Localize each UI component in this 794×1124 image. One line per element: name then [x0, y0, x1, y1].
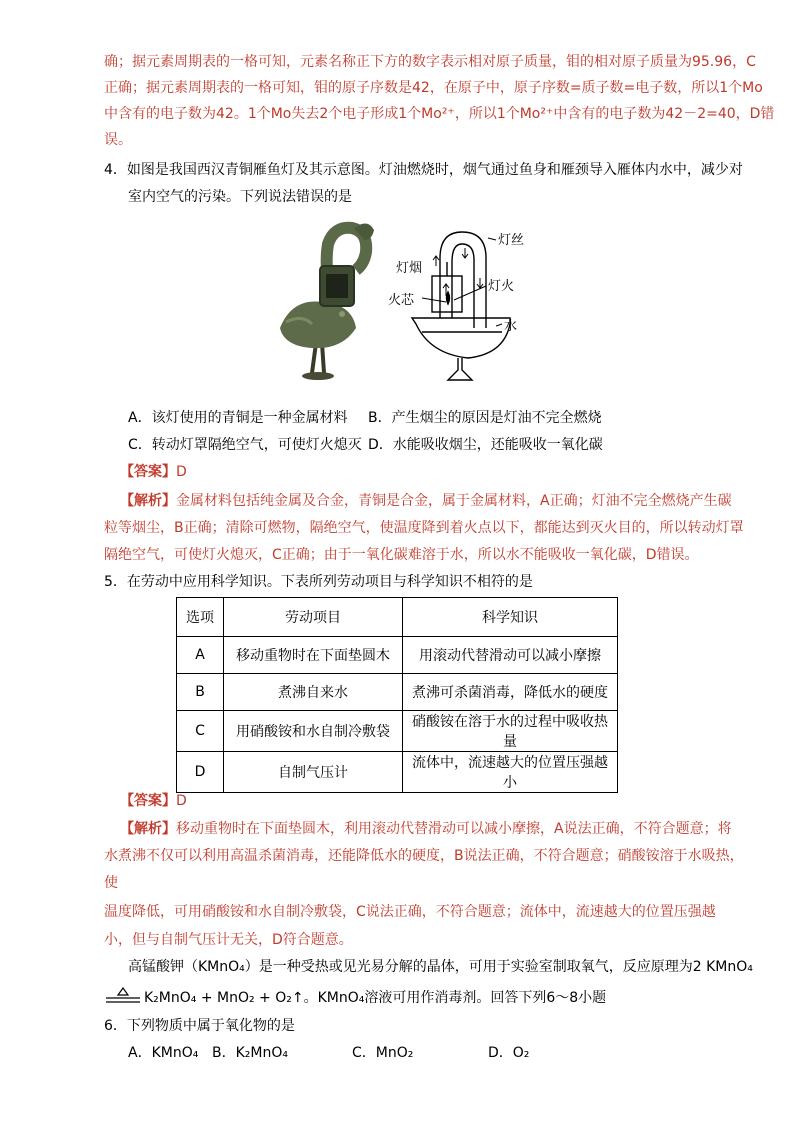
table-row	[177, 674, 618, 711]
option-d: D．水能吸收烟尘，还能吸收一氧化碳	[368, 437, 603, 453]
table-header-row	[177, 598, 618, 637]
option-a: A．KMnO₄	[128, 1045, 199, 1061]
answer-4	[120, 462, 187, 482]
table-cell: 硝酸铵在溶于水的过程中吸收热量	[403, 711, 618, 752]
analysis-line: 小，但与自制气压计无关，D符合题意。	[104, 932, 353, 948]
label-smoke: 灯烟	[396, 261, 423, 276]
question-4-stem-cont: 室内空气的污染。下列说法错误的是	[128, 189, 352, 205]
label-wick: 火芯	[388, 293, 415, 308]
analysis-line: 使	[104, 875, 118, 891]
analysis-line: 确；据元素周期表的一格可知，元素名称正下方的数字表示相对原子质量，钼的相对原子质量为95.96，C	[104, 54, 756, 70]
option-d: D．O₂	[488, 1045, 530, 1061]
option-a: A．该灯使用的青铜是一种金属材料	[128, 410, 348, 426]
table-cell: B	[177, 674, 224, 711]
table-cell: D	[177, 752, 224, 793]
answer-5	[120, 791, 187, 811]
option-c: C．MnO₂	[352, 1045, 414, 1061]
table-cell: 煮沸自来水	[224, 674, 403, 711]
analysis-line: 粒等烟尘，B正确；清除可燃物，隔绝空气，使温度降到着火点以下，都能达到灭火目的，所以转动灯罩	[104, 520, 744, 536]
analysis-line: 正确；据元素周期表的一格可知，钼的原子序数是42，在原子中，原子序数=质子数=电子数，所以1个Mo	[104, 80, 763, 96]
answer-label: 【答案】	[120, 464, 176, 480]
analysis-5	[120, 819, 732, 839]
table-header: 科学知识	[403, 598, 618, 637]
option-b: B．产生烟尘的原因是灯油不完全燃烧	[368, 410, 602, 426]
table-cell: 移动重物时在下面垫圆木	[224, 637, 403, 674]
table-header: 劳动项目	[224, 598, 403, 637]
question-4-stem: 4．如图是我国西汉青铜雁鱼灯及其示意图。灯油燃烧时，烟气通过鱼身和雁颈导入雁体内水中，减少对	[104, 162, 743, 178]
table-cell: C	[177, 711, 224, 752]
question-5-stem: 5．在劳动中应用科学知识。下表所列劳动项目与科学知识不相符的是	[104, 574, 533, 590]
table-cell: 流体中，流速越大的位置压强越小	[403, 752, 618, 793]
table-row	[177, 711, 618, 752]
analysis-label: 【解析】	[120, 493, 176, 509]
label-filament: 灯丝	[498, 233, 524, 248]
option-b: B．K₂MnO₄	[212, 1045, 288, 1061]
intro-line: K₂MnO₄ + MnO₂ + O₂↑。KMnO₄溶液可用作消毒剂。回答下列6～8小题	[144, 990, 607, 1006]
answer-value: D	[176, 793, 187, 809]
heat-arrow-icon	[104, 985, 142, 1005]
table-cell: 煮沸可杀菌消毒，降低水的硬度	[403, 674, 618, 711]
table-header: 选项	[177, 598, 224, 637]
option-c: C．转动灯罩隔绝空气，可使灯火熄灭	[128, 437, 362, 453]
table-row	[177, 752, 618, 793]
analysis-line: 水煮沸不仅可以利用高温杀菌消毒，还能降低水的硬度，B说法正确，不符合题意；硝酸铵溶于水吸热，	[104, 848, 744, 864]
labor-science-table	[176, 597, 618, 793]
intro-line: 高锰酸钾（KMnO₄）是一种受热或见光易分解的晶体，可用于实验室制取氧气，反应原理为2 KMnO₄	[128, 959, 753, 975]
table-cell: A	[177, 637, 224, 674]
analysis-line: 误。	[104, 132, 132, 148]
bronze-lamp-figure	[272, 218, 524, 386]
answer-value: D	[176, 464, 187, 480]
analysis-label: 【解析】	[120, 821, 176, 837]
table-cell: 用硝酸铵和水自制冷敷袋	[224, 711, 403, 752]
lamp-schematic	[412, 232, 510, 380]
label-flame: 灯火	[488, 279, 515, 294]
table-row	[177, 637, 618, 674]
question-6-stem: 6．下列物质中属于氧化物的是	[104, 1018, 295, 1034]
analysis-text: 金属材料包括纯金属及合金，青铜是合金，属于金属材料，A正确；灯油不完全燃烧产生碳	[176, 493, 732, 509]
analysis-text: 移动重物时在下面垫圆木，利用滚动代替滑动可以减小摩擦，A说法正确，不符合题意；将	[176, 821, 732, 837]
analysis-line: 温度降低，可用硝酸铵和水自制冷敷袋，C说法正确，不符合题意；流体中，流速越大的位置压强越	[104, 904, 716, 920]
table-cell: 自制气压计	[224, 752, 403, 793]
analysis-line: 隔绝空气，可使灯火熄灭，C正确；由于一氧化碳难溶于水，所以水不能吸收一氧化碳，D错误。	[104, 547, 699, 563]
lamp-photo	[280, 223, 374, 380]
analysis-4	[120, 491, 732, 511]
analysis-line: 中含有的电子数为42。1个Mo失去2个电子形成1个Mo²⁺，所以1个Mo²⁺中含有的电子数为42－2=40，D错	[104, 106, 775, 122]
answer-label: 【答案】	[120, 793, 176, 809]
table-cell: 用滚动代替滑动可以减小摩擦	[403, 637, 618, 674]
label-water: 水	[504, 319, 518, 334]
